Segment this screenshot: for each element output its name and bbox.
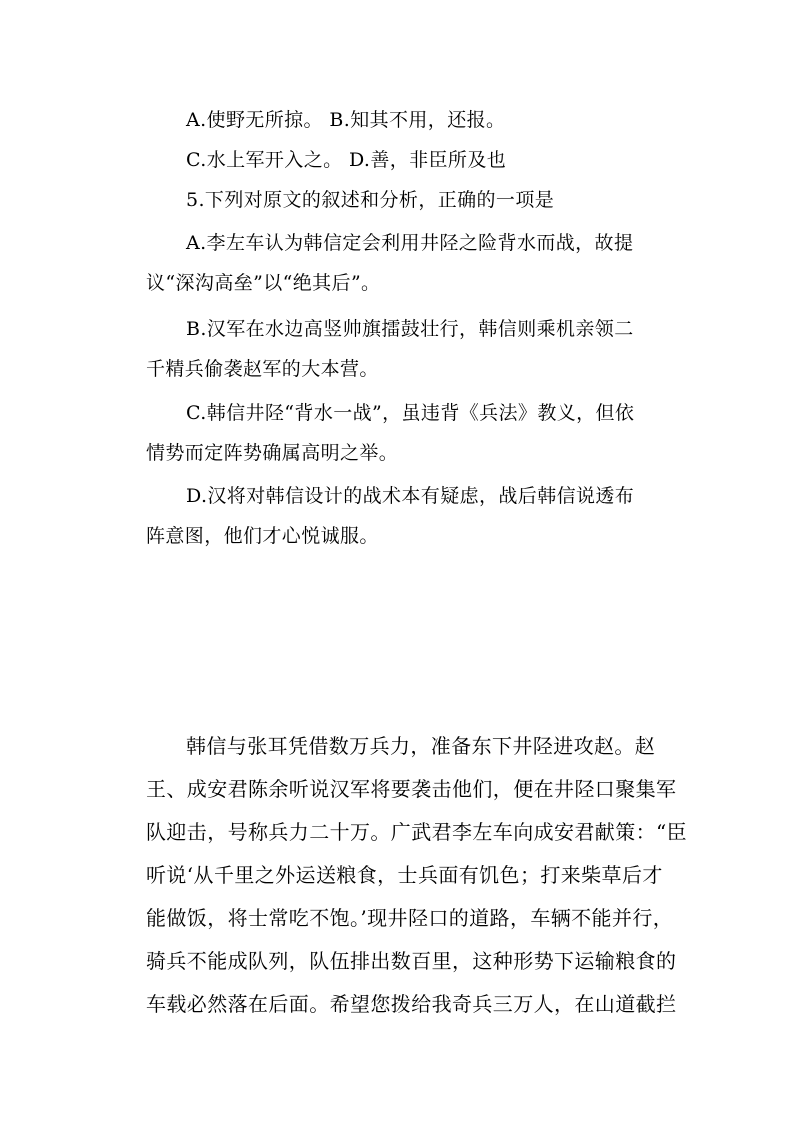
q5-option-b-line-2: 千精兵偷袭赵军的大本营。	[146, 358, 379, 380]
q5-option-b-line-1: B.汉军在水边高竖帅旗擂鼓壮行，韩信则乘机亲领二	[186, 318, 634, 340]
translation-line-6: 骑兵不能成队列，队伍排出数百里，这种形势下运输粮食的	[146, 949, 677, 973]
q5-option-d-line-2: 阵意图，他们才心悦诚服。	[146, 525, 379, 547]
q5-option-c-line-1: C.韩信井陉“背水一战”，虽违背《兵法》教义，但依	[186, 402, 635, 424]
translation-line-5: 能做饭，将士常吃不饱。’现井陉口的道路，车辆不能并行，	[146, 906, 674, 930]
translation-line-4: 听说‘从千里之外运送粮食，士兵面有饥色；打来柴草后才	[146, 863, 663, 887]
q5-option-d-line-1: D.汉将对韩信设计的战术本有疑虑，战后韩信说透布	[186, 485, 635, 507]
translation-line-7: 车载必然落在后面。希望您拨给我奇兵三万人，在山道截拦	[146, 992, 677, 1016]
q5-option-c-line-2: 情势而定阵势确属高明之举。	[146, 442, 399, 464]
question-5-stem: 5.下列对原文的叙述和分析，正确的一项是	[186, 189, 555, 211]
q5-option-a-line-2: 议“深沟高垒”以“绝其后”。	[146, 272, 381, 294]
translation-line-2: 王、成安君陈余听说汉军将要袭击他们，便在井陉口聚集军	[146, 777, 677, 801]
translation-line-1: 韩信与张耳凭借数万兵力，准备东下井陉进攻赵。赵	[186, 734, 656, 758]
q4-options-line-2: C.水上军开入之。 D.善，非臣所及也	[186, 149, 507, 171]
translation-line-3: 队迎击，号称兵力二十万。广武君李左车向成安君献策：“臣	[146, 820, 688, 844]
q5-option-a-line-1: A.李左车认为韩信定会利用井陉之险背水而战，故提	[186, 232, 634, 254]
q4-options-line-1: A.使野无所掠。 B.知其不用，还报。	[186, 109, 506, 131]
